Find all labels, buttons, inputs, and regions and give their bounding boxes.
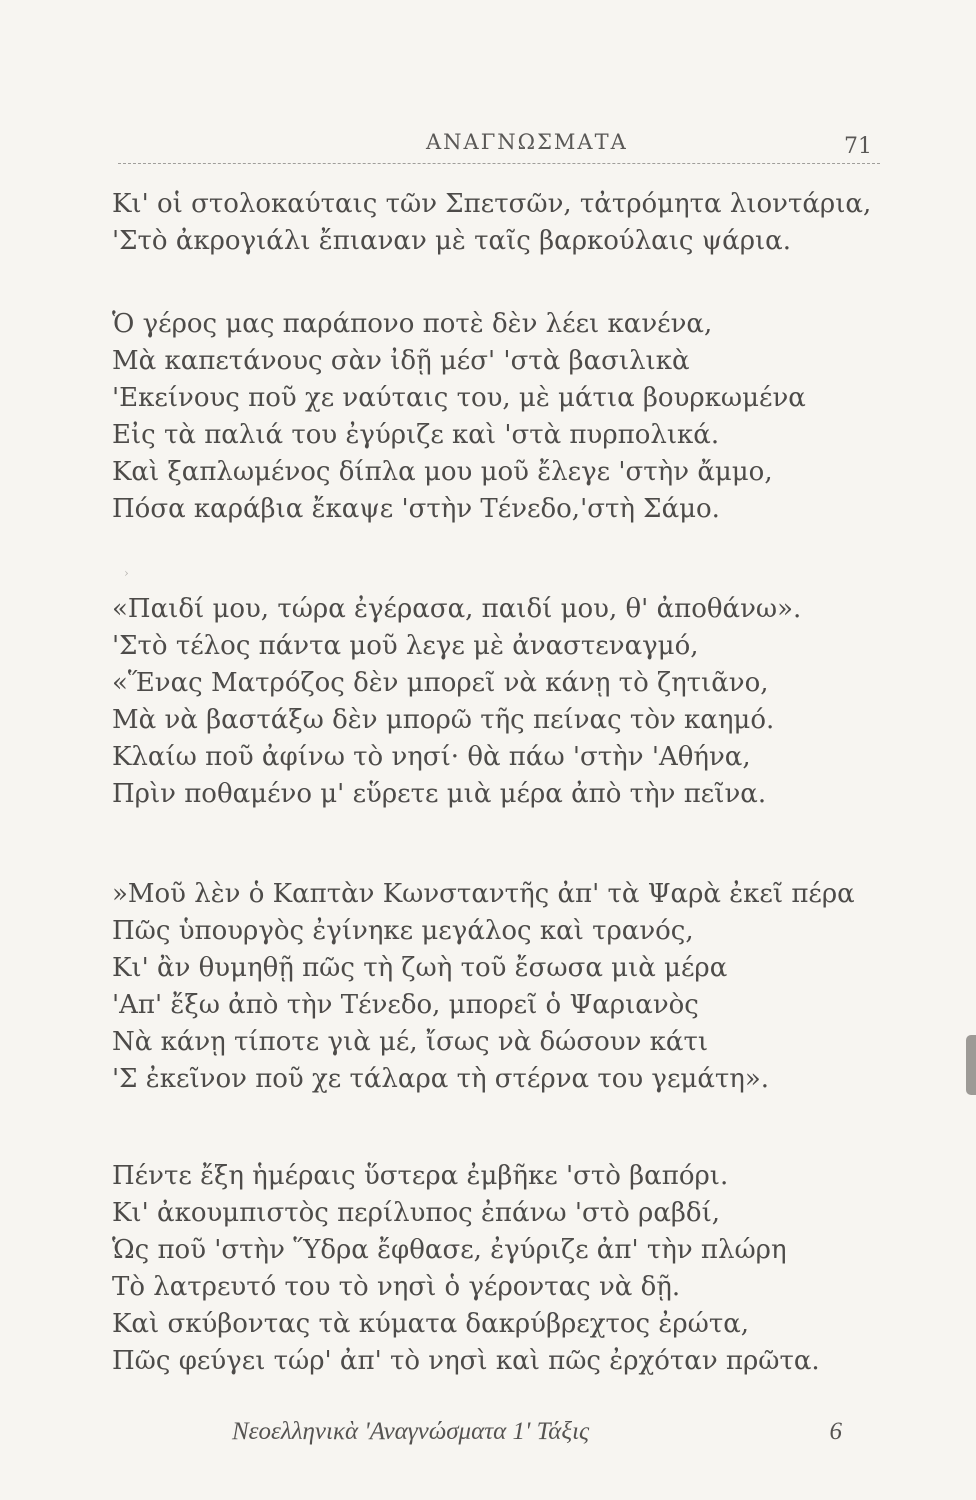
- verse-line: 'Σ ἐκεῖνον ποῦ χε τάλαρα τὴ στέρνα του γεμάτη».: [112, 1064, 770, 1094]
- stanza-2: [112, 306, 806, 528]
- verse-line: 'Εκείνους ποῦ χε ναύταις του, μὲ μάτια βουρκωμένα: [112, 383, 806, 413]
- verse-line: Κι' ἀκουμπιστὸς περίλυπος ἐπάνω 'στὸ ραβδί,: [112, 1198, 721, 1228]
- verse-line: 'Απ' ἔξω ἀπὸ τὴν Τένεδο, μπορεῖ ὁ Ψαριανὸς: [112, 990, 699, 1020]
- verse-line: »Μοῦ λὲν ὁ Καπτὰν Κωνσταντῆς ἀπ' τὰ Ψαρὰ ἐκεῖ πέρα: [112, 879, 855, 909]
- stanza-4: [112, 876, 855, 1098]
- verse-line: 'Στὸ τέλος πάντα μοῦ λεγε μὲ ἀναστεναγμό,: [112, 631, 699, 661]
- signature-mark: 6: [829, 1418, 842, 1445]
- verse-line: Μὰ νὰ βαστάξω δὲν μπορῶ τῆς πείνας τὸν καημό.: [112, 705, 775, 735]
- verse-line: Πῶς φεύγει τώρ' ἀπ' τὸ νησὶ καὶ πῶς ἐρχόταν πρῶτα.: [112, 1346, 820, 1376]
- verse-line: Ὁ γέρος μας παράπονο ποτὲ δὲν λέει κανένα,: [112, 309, 713, 339]
- verse-line: Εἰς τὰ παλιά του ἐγύριζε καὶ 'στὰ πυρπολικά.: [112, 420, 720, 450]
- stanza-3: [112, 591, 801, 813]
- verse-line: Πρὶν ποθαμένο μ' εὕρετε μιὰ μέρα ἀπὸ τὴν πεῖνα.: [112, 779, 767, 809]
- running-header: [118, 128, 880, 162]
- print-speck: ›: [124, 566, 129, 580]
- page-edge-tab: [966, 1035, 976, 1095]
- verse-line: Κι' οἱ στολοκαύταις τῶν Σπετσῶν, τἀτρόμητα λιοντάρια,: [112, 189, 872, 219]
- verse-line: Πῶς ὑπουργὸς ἐγίνηκε μεγάλος καὶ τρανός,: [112, 916, 694, 946]
- stanza-5: [112, 1158, 820, 1380]
- page-footer: [232, 1418, 842, 1458]
- verse-line: Πόσα καράβια ἔκαψε 'στὴν Τένεδο,'στὴ Σάμο.: [112, 494, 720, 524]
- verse-line: Κι' ἂν θυμηθῇ πῶς τὴ ζωὴ τοῦ ἔσωσα μιὰ μέρα: [112, 953, 728, 983]
- header-divider: [118, 163, 880, 164]
- verse-line: Τὸ λατρευτό του τὸ νησὶ ὁ γέροντας νὰ δῇ.: [112, 1272, 681, 1302]
- verse-line: Ὡς ποῦ 'στὴν Ὕδρα ἔφθασε, ἐγύριζε ἀπ' τὴν πλώρη: [112, 1235, 787, 1265]
- page-title: ΑΝΑΓΝΩΣΜΑΤΑ: [426, 130, 628, 154]
- verse-line: 'Στὸ ἀκρογιάλι ἔπιαναν μὲ ταῖς βαρκούλαις ψάρια.: [112, 226, 791, 256]
- verse-line: Πέντε ἔξη ἡμέραις ὕστερα ἐμβῆκε 'στὸ βαπόρι.: [112, 1161, 729, 1191]
- verse-line: «Ἕνας Ματρόζος δὲν μπορεῖ νὰ κάνῃ τὸ ζητιᾶνο,: [112, 668, 769, 698]
- verse-line: Καὶ ξαπλωμένος δίπλα μου μοῦ ἔλεγε 'στὴν ἄμμο,: [112, 457, 773, 487]
- verse-line: Κλαίω ποῦ ἀφίνω τὸ νησί· θὰ πάω 'στὴν 'Αθήνα,: [112, 742, 751, 772]
- verse-line: Καὶ σκύβοντας τὰ κύματα δακρύβρεχτος ἐρώτα,: [112, 1309, 750, 1339]
- verse-line: Μὰ καπετάνους σὰν ἰδῇ μέσ' 'στὰ βασιλικὰ: [112, 346, 690, 376]
- verse-line: Νὰ κάνῃ τίποτε γιὰ μέ, ἴσως νὰ δώσουν κάτι: [112, 1027, 709, 1057]
- verse-line: «Παιδί μου, τώρα ἐγέρασα, παιδί μου, θ' ἀποθάνω».: [112, 594, 802, 624]
- footer-book-title: Νεοελληνικὰ 'Αναγνώσματα 1' Τάξις: [232, 1418, 590, 1445]
- stanza-1: [112, 186, 871, 260]
- page-number: 71: [844, 134, 872, 159]
